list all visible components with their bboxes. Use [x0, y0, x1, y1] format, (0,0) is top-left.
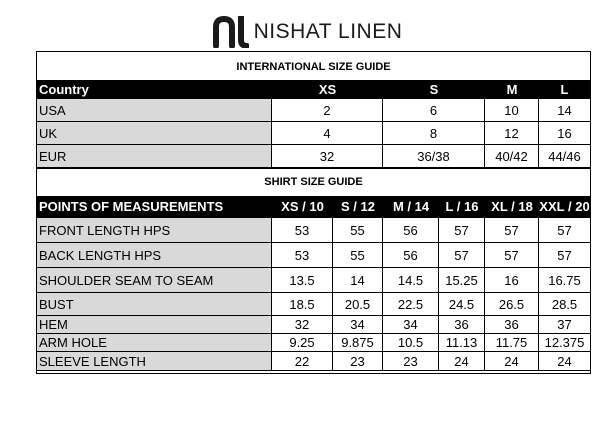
header-points: POINTS OF MEASUREMENTS: [39, 199, 224, 214]
shirt-value-cell: 53: [272, 243, 332, 267]
row-divider: [37, 370, 590, 371]
shirt-row: [37, 334, 590, 351]
shirt-value-cell: 26.5: [485, 293, 538, 315]
shirt-value-cell: 34: [383, 316, 438, 333]
international-value-cell: 16: [539, 122, 590, 144]
shirt-row-label: HEM: [37, 316, 271, 333]
international-row-label: EUR: [37, 145, 271, 167]
shirt-value-cell: 53: [272, 218, 332, 242]
shirt-value-cell: 12.375: [539, 334, 590, 351]
column-divider: [271, 99, 272, 168]
nl-monogram-icon: [213, 16, 249, 48]
brand-name: NISHAT LINEN: [253, 20, 403, 43]
header-l16: L / 16: [445, 199, 479, 214]
shirt-value-cell: 56: [383, 243, 438, 267]
international-value-cell: 40/42: [485, 145, 538, 167]
international-row: [37, 122, 590, 144]
shirt-value-cell: 57: [439, 243, 484, 267]
shirt-value-cell: 24: [439, 352, 484, 370]
header-m: M: [506, 82, 518, 97]
shirt-value-cell: 14: [333, 268, 382, 292]
shirt-value-cell: 16: [485, 268, 538, 292]
brand-header: [0, 14, 615, 50]
header-s: S: [429, 82, 439, 97]
shirt-value-cell: 16.75: [539, 268, 590, 292]
shirt-value-cell: 34: [333, 316, 382, 333]
international-value-cell: 44/46: [539, 145, 590, 167]
shirt-value-cell: 10.5: [383, 334, 438, 351]
shirt-value-cell: 57: [485, 243, 538, 267]
international-row-label: UK: [37, 122, 271, 144]
column-divider: [382, 99, 383, 168]
shirt-value-cell: 22.5: [383, 293, 438, 315]
column-divider: [484, 99, 485, 168]
shirt-value-cell: 9.25: [272, 334, 332, 351]
row-divider: [37, 121, 590, 122]
international-value-cell: 2: [272, 99, 382, 121]
shirt-value-cell: 36: [439, 316, 484, 333]
shirt-value-cell: 20.5: [333, 293, 382, 315]
international-row: [37, 99, 590, 121]
header-s12: S / 12: [341, 199, 375, 214]
shirt-value-cell: 32: [272, 316, 332, 333]
international-value-cell: 14: [539, 99, 590, 121]
header-xs: XS: [318, 82, 337, 97]
shirt-row-label: FRONT LENGTH HPS: [37, 218, 271, 242]
header-xxl20: XXL / 20: [539, 199, 590, 214]
row-divider: [37, 144, 590, 145]
shirt-value-cell: 15.25: [439, 268, 484, 292]
international-row-label: USA: [37, 99, 271, 121]
shirt-row: [37, 243, 590, 267]
column-divider: [538, 99, 539, 168]
row-divider: [37, 333, 590, 334]
shirt-row-label: BACK LENGTH HPS: [37, 243, 271, 267]
row-divider: [37, 315, 590, 316]
shirt-value-cell: 57: [485, 218, 538, 242]
international-value-cell: 4: [272, 122, 382, 144]
shirt-row-label: SHOULDER SEAM TO SEAM: [37, 268, 271, 292]
international-value-cell: 32: [272, 145, 382, 167]
column-divider: [438, 218, 439, 371]
shirt-value-cell: 9.875: [333, 334, 382, 351]
row-divider: [37, 351, 590, 352]
header-m14: M / 14: [392, 199, 430, 214]
column-divider: [484, 218, 485, 371]
shirt-value-cell: 28.5: [539, 293, 590, 315]
shirt-row-label: ARM HOLE: [37, 334, 271, 351]
international-value-cell: 12: [485, 122, 538, 144]
shirt-value-cell: 56: [383, 218, 438, 242]
shirt-row-label: BUST: [37, 293, 271, 315]
size-guide-table: [36, 51, 591, 374]
shirt-value-cell: 11.75: [485, 334, 538, 351]
shirt-value-cell: 24.5: [439, 293, 484, 315]
shirt-value-cell: 23: [333, 352, 382, 370]
shirt-row-label: SLEEVE LENGTH: [37, 352, 271, 370]
header-xs10: XS / 10: [281, 199, 324, 214]
shirt-row: [37, 268, 590, 292]
shirt-value-cell: 22: [272, 352, 332, 370]
shirt-row: [37, 316, 590, 333]
shirt-title: SHIRT SIZE GUIDE: [264, 176, 363, 188]
shirt-value-cell: 57: [539, 218, 590, 242]
row-divider: [37, 292, 590, 293]
shirt-value-cell: 55: [333, 218, 382, 242]
row-divider: [37, 242, 590, 243]
international-row: [37, 145, 590, 167]
shirt-value-cell: 55: [333, 243, 382, 267]
shirt-value-cell: 14.5: [383, 268, 438, 292]
row-divider: [37, 267, 590, 268]
international-title: INTERNATIONAL SIZE GUIDE: [236, 61, 391, 73]
international-header-row: [37, 80, 590, 99]
row-divider: [37, 167, 590, 168]
column-divider: [382, 218, 383, 371]
international-value-cell: 36/38: [383, 145, 484, 167]
header-country: Country: [39, 82, 89, 97]
shirt-value-cell: 13.5: [272, 268, 332, 292]
header-xl18: XL / 18: [491, 199, 533, 214]
shirt-value-cell: 18.5: [272, 293, 332, 315]
shirt-header-row: [37, 196, 590, 218]
shirt-value-cell: 23: [383, 352, 438, 370]
column-divider: [538, 218, 539, 371]
shirt-row: [37, 293, 590, 315]
header-l: L: [560, 82, 569, 97]
international-value-cell: 10: [485, 99, 538, 121]
shirt-row: [37, 352, 590, 370]
shirt-value-cell: 57: [439, 218, 484, 242]
shirt-value-cell: 37: [539, 316, 590, 333]
international-value-cell: 8: [383, 122, 484, 144]
shirt-value-cell: 36: [485, 316, 538, 333]
column-divider: [332, 218, 333, 371]
shirt-value-cell: 11.13: [439, 334, 484, 351]
shirt-value-cell: 24: [485, 352, 538, 370]
shirt-row: [37, 218, 590, 242]
column-divider: [271, 218, 272, 371]
shirt-value-cell: 57: [539, 243, 590, 267]
international-value-cell: 6: [383, 99, 484, 121]
shirt-value-cell: 24: [539, 352, 590, 370]
